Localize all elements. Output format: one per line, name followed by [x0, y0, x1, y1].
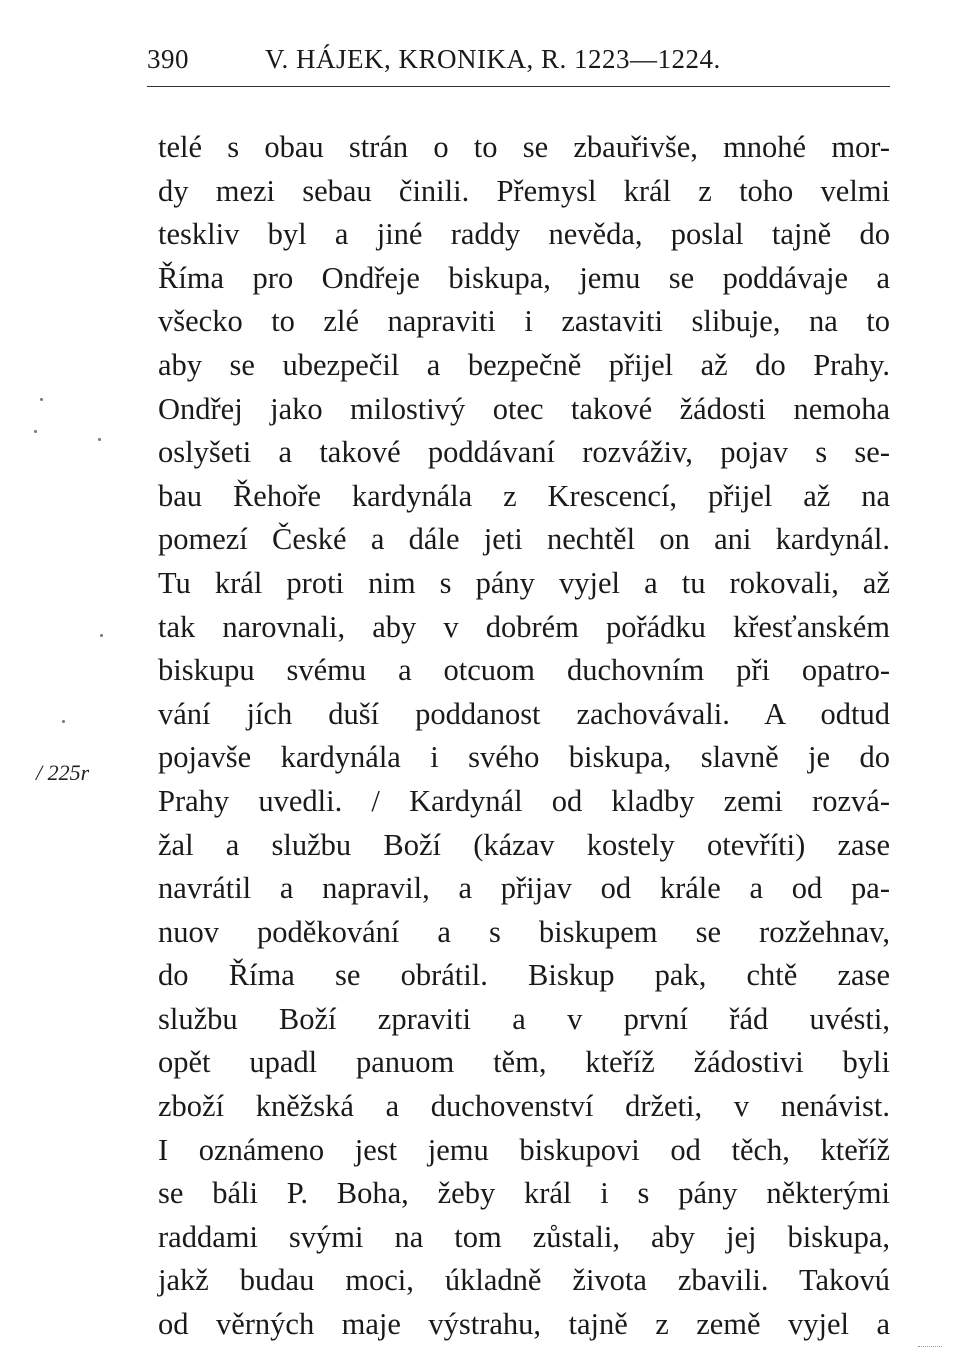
scan-speck [62, 720, 65, 723]
text-line: od věrných maje výstrahu, tajně z země vyjel a [158, 1307, 890, 1342]
scan-speck [34, 430, 37, 433]
text-line: Říma pro Ondřeje biskupa, jemu se poddávaje a [158, 260, 890, 295]
text-line: zboží kněžská a duchovenství držeti, v nenávist. [158, 1089, 890, 1124]
scan-speck [100, 634, 103, 637]
text-line: jakž budau moci, úkladně života zbavili. Takovú [158, 1263, 890, 1298]
text-line: telé s obau strán o to se zbauřivše, mnohé mor- [158, 130, 890, 164]
scan-smudge [918, 1346, 942, 1350]
text-line: nuov poděkování a s biskupem se rozžehnav, [158, 914, 890, 949]
text-line: biskupu svému a otcuom duchovním při opatro- [158, 653, 890, 688]
text-line: bau Řehoře kardynála z Krescencí, přijel až na [158, 478, 890, 513]
text-line: pojavše kardynála i svého biskupa, slavně je do [158, 740, 890, 775]
text-line: navrátil a napravil, a přijav od krále a od pa- [158, 871, 890, 906]
text-line: aby se ubezpečil a bezpečně přijel až do Prahy. [158, 347, 890, 382]
scan-speck [98, 438, 101, 441]
text-line: dy mezi sebau činili. Přemysl král z toho velmi [158, 173, 890, 208]
text-line: do Říma se obrátil. Biskup pak, chtě zase [158, 958, 890, 993]
margin-folio-note: / 225r [36, 760, 90, 785]
text-line: Ondřej jako milostivý otec takové žádosti nemoha [158, 391, 890, 426]
header-rule [147, 86, 890, 87]
text-line: všecko to zlé napraviti i zastaviti slibuje, na to [158, 304, 890, 339]
text-line: pomezí České a dále jeti nechtěl on ani kardynál. [158, 522, 890, 557]
text-line: teskliv byl a jiné raddy nevěda, poslal tajně do [158, 217, 890, 252]
text-line: oslyšeti a takové poddávaní rozváživ, pojav s se- [158, 435, 890, 470]
text-line: se báli P. Boha, žeby král i s pány některými [158, 1176, 890, 1211]
scan-speck [40, 398, 43, 401]
body-text [158, 126, 890, 1347]
page-header [147, 44, 890, 84]
text-line: vání jích duší poddanost zachovávali. A odtud [158, 696, 890, 731]
text-line: tak narovnali, aby v dobrém pořádku křesťanském [158, 609, 890, 644]
page-number: 390 [147, 44, 189, 74]
text-line: Prahy uvedli. / Kardynál od kladby zemi rozvá- [158, 783, 890, 818]
text-line: Tu král proti nim s pány vyjel a tu rokovali, až [158, 565, 890, 600]
text-line: žal a službu Boží (kázav kostely otevříti) zase [158, 827, 890, 862]
text-line: I oznámeno jest jemu biskupovi od těch, kteříž [158, 1132, 890, 1167]
text-line: raddami svými na tom zůstali, aby jej biskupa, [158, 1219, 890, 1254]
running-title: V. HÁJEK, KRONIKA, R. 1223—1224. [265, 44, 721, 74]
text-line: opět upadl panuom těm, kteříž žádostivi byli [158, 1045, 890, 1080]
text-line: službu Boží zpraviti a v první řád uvésti, [158, 1001, 890, 1036]
